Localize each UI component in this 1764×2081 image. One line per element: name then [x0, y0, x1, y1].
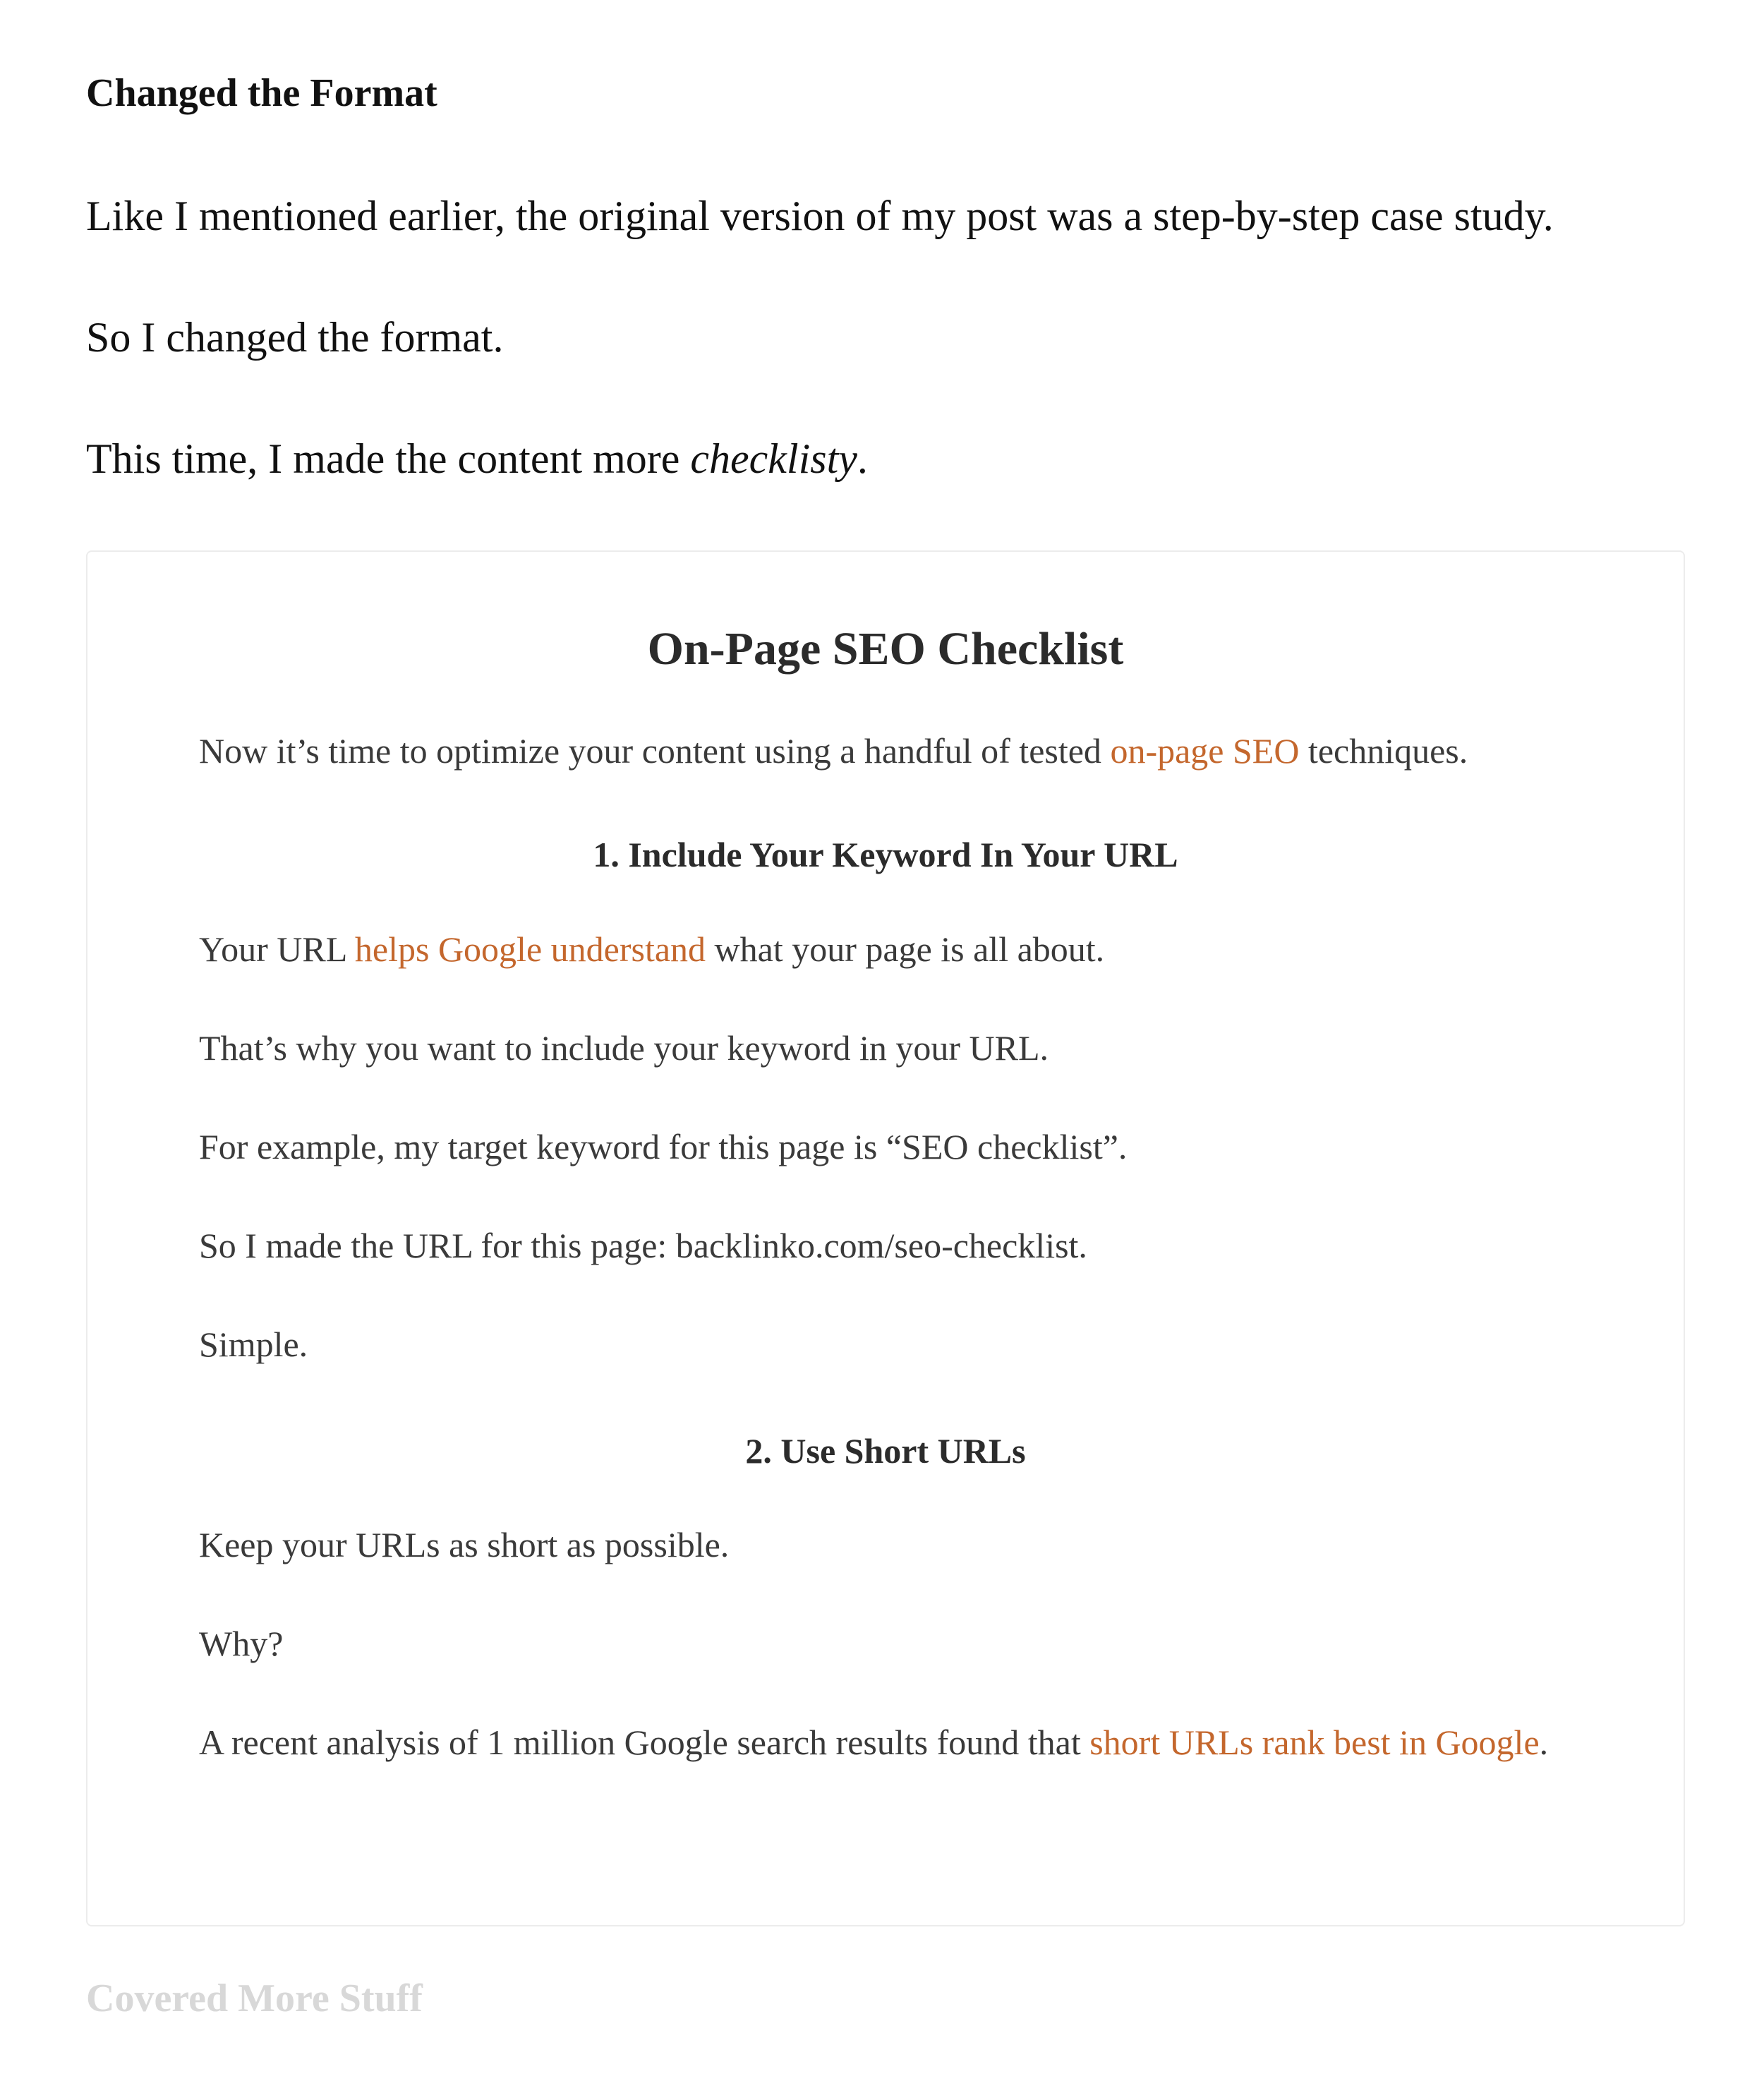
card-url-end: what your page is all about.	[706, 929, 1105, 969]
card-made-url: So I made the URL for this page: backlinko.com/seo-checklist.	[199, 1226, 1087, 1265]
paragraph-checklisty-end: .	[857, 435, 868, 482]
card-example: For example, my target keyword for this page is “SEO checklist”.	[199, 1127, 1128, 1166]
paragraph-checklisty	[86, 435, 868, 483]
short-urls-rank-best-link[interactable]: short URLs rank best in Google	[1089, 1723, 1540, 1762]
card-intro-text: Now it’s time to optimize your content using a handful of tested	[199, 731, 1111, 771]
helps-google-understand-link[interactable]: helps Google understand	[354, 929, 706, 969]
card-analysis-end: .	[1539, 1723, 1549, 1762]
card-why: Why?	[199, 1624, 284, 1663]
paragraph-changed-format: So I changed the format.	[86, 314, 504, 361]
paragraph-checklisty-text: This time, I made the content more	[86, 435, 691, 482]
card-keep-short: Keep your URLs as short as possible.	[199, 1525, 730, 1564]
section-title: Changed the Format	[86, 71, 437, 115]
card-analysis-text: A recent analysis of 1 million Google search results found that	[199, 1723, 1090, 1762]
checklisty-emphasis: checklisty	[690, 435, 857, 482]
card-why-keyword: That’s why you want to include your keyword in your URL.	[199, 1028, 1049, 1068]
card-url-text: Your URL	[199, 929, 355, 969]
card-intro-end: techniques.	[1299, 731, 1468, 771]
card-url-paragraph	[199, 923, 1596, 976]
card-intro	[199, 725, 1596, 778]
card-simple: Simple.	[199, 1325, 308, 1364]
card-title: On-Page SEO Checklist	[647, 623, 1124, 675]
paragraph-original-version: Like I mentioned earlier, the original version of my post was a step-by-step case study.	[86, 193, 1554, 239]
next-section-title: Covered More Stuff	[86, 1977, 423, 2020]
card-analysis	[199, 1716, 1596, 1769]
card-heading-include-keyword: 1. Include Your Keyword In Your URL	[593, 835, 1178, 874]
screenshot-card	[86, 550, 1685, 1926]
card-heading-short-urls: 2. Use Short URLs	[745, 1431, 1026, 1471]
on-page-seo-link[interactable]: on-page SEO	[1110, 731, 1300, 771]
